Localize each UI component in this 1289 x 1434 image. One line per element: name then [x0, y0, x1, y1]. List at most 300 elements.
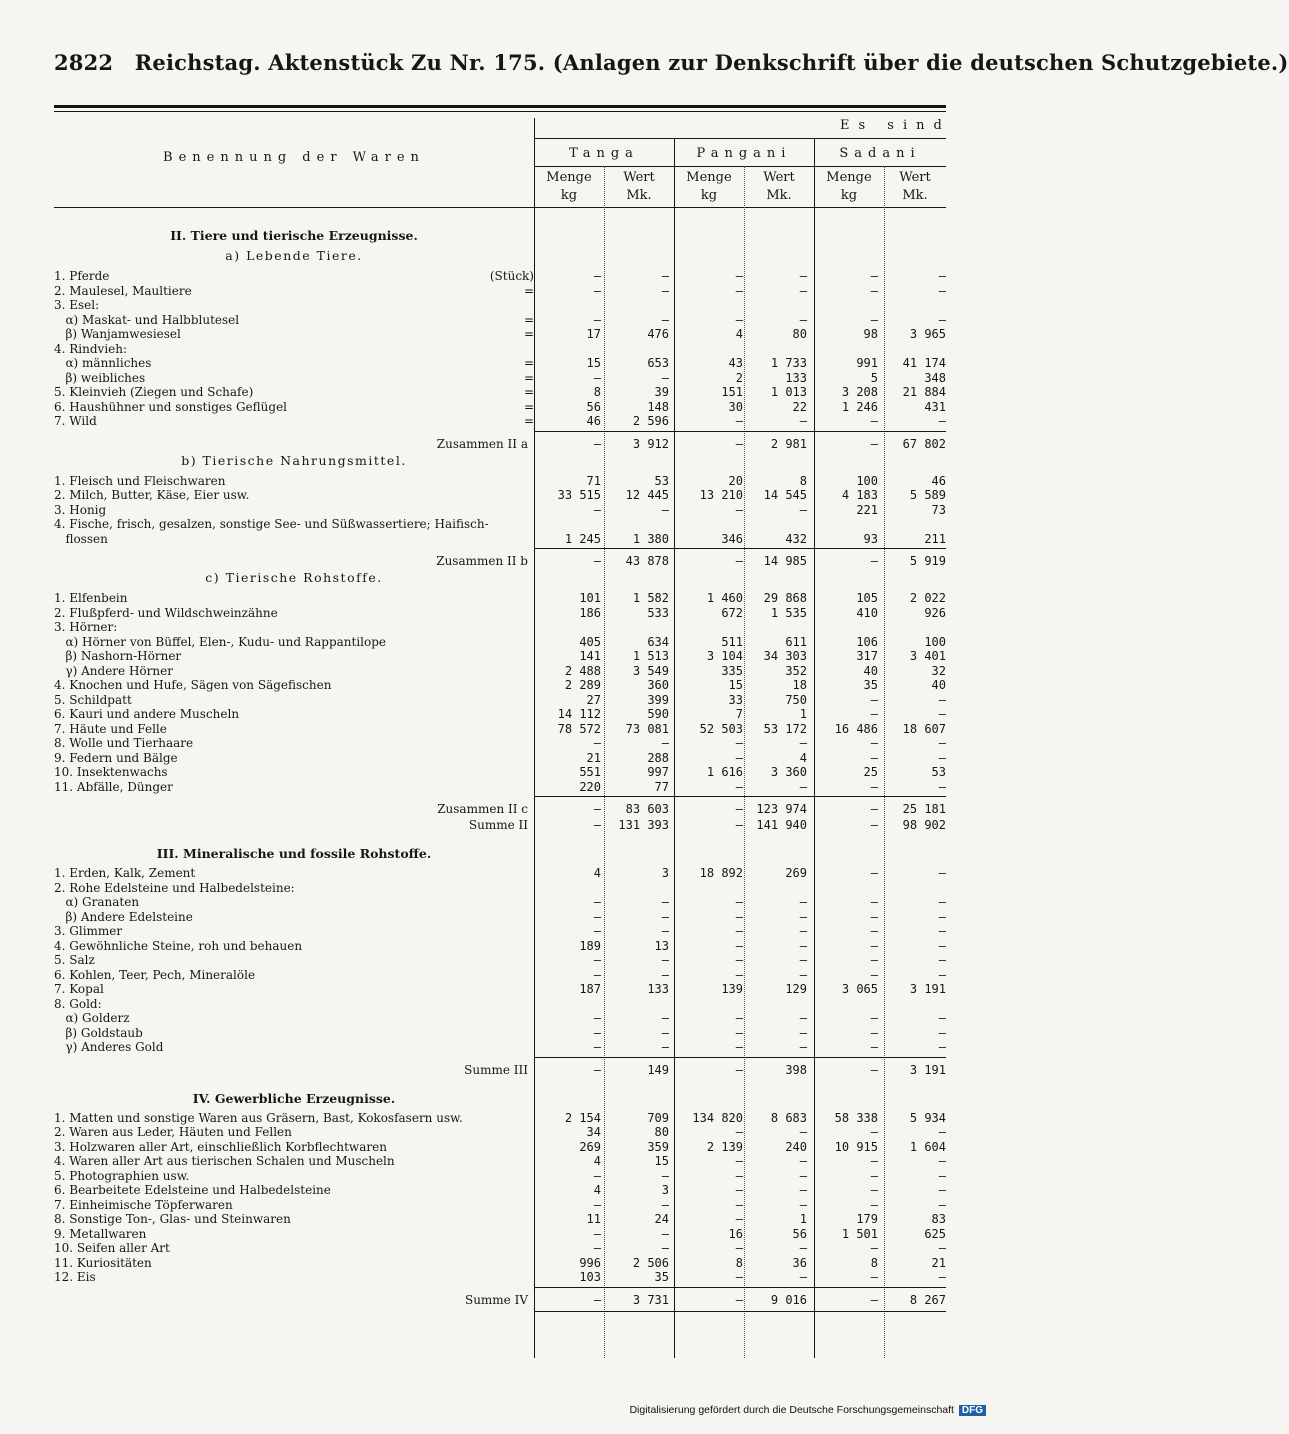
menge-cell: 996	[579, 1255, 601, 1270]
table-row	[54, 371, 946, 386]
total-row	[54, 818, 946, 833]
menge-cell: 269	[579, 1139, 601, 1154]
menge-cell: —	[593, 1292, 601, 1307]
menge-header: Menge	[686, 170, 732, 185]
subsection-title: b) Tierische Nahrungsmittel.	[181, 452, 407, 468]
menge-cell: —	[735, 909, 743, 924]
wert-cell: —	[938, 1168, 946, 1183]
menge-cell: —	[735, 818, 743, 832]
wert-cell: 80	[792, 327, 807, 341]
menge-cell: —	[870, 750, 878, 765]
row-label: 2. Flußpferd- und Wildschweinzähne	[54, 605, 278, 620]
wert-cell: —	[661, 502, 669, 517]
table-row	[54, 1227, 946, 1242]
row-label: 5. Kleinvieh (Ziegen und Schafe)	[54, 385, 254, 399]
row-label: 11. Abfälle, Dünger	[54, 779, 173, 794]
footer	[629, 1404, 986, 1416]
menge-cell: —	[735, 967, 743, 982]
wert-cell: 5 919	[909, 554, 946, 568]
top-rule-thick	[54, 105, 946, 108]
menge-cell: 13 210	[699, 488, 743, 502]
row-label: 1. Matten und sonstige Waren aus Gräsern, Bast, Kokosfasern usw.	[54, 1110, 463, 1125]
row-label: γ) Andere Hörner	[54, 663, 173, 678]
wert-cell: —	[938, 269, 946, 283]
wert-cell: 2 506	[632, 1255, 669, 1270]
menge-cell: —	[593, 924, 601, 938]
menge-cell: —	[593, 1025, 601, 1040]
wert-cell: —	[661, 1025, 669, 1040]
row-label: 9. Federn und Bälge	[54, 750, 178, 765]
wert-cell: —	[799, 1025, 807, 1040]
wert-cell: —	[799, 1040, 807, 1054]
wert-cell: —	[938, 1241, 946, 1255]
wert-cell: —	[799, 779, 807, 794]
menge-cell: 16 486	[834, 721, 878, 736]
footer-text: Digitalisierung gefördert durch die Deutsche Forschungsgemeinschaft	[629, 1404, 954, 1416]
wert-unit: Mk.	[626, 188, 652, 203]
row-label: flossen	[54, 531, 108, 546]
menge-cell: —	[870, 736, 878, 750]
wert-cell: 1	[799, 1212, 807, 1226]
wert-cell: —	[661, 370, 669, 385]
menge-cell: 346	[721, 531, 743, 546]
wert-cell: —	[661, 953, 669, 967]
wert-cell: 83 603	[625, 802, 669, 816]
menge-cell: —	[870, 1040, 878, 1054]
menge-cell: 78 572	[557, 721, 601, 736]
menge-cell: —	[870, 1197, 878, 1212]
row-label: 11. Kuriositäten	[54, 1255, 152, 1270]
menge-cell: —	[870, 692, 878, 707]
table-row	[54, 707, 946, 722]
menge-cell: 11	[586, 1212, 601, 1226]
wert-cell: 398	[785, 1062, 807, 1077]
row-label: 3. Hörner:	[54, 620, 118, 634]
wert-cell: 53	[931, 765, 946, 779]
page-number: 2822	[54, 50, 114, 75]
total-label: Zusammen II b	[436, 554, 528, 568]
wert-header: Wert	[899, 170, 931, 185]
menge-cell: 17	[586, 327, 601, 341]
menge-unit: kg	[560, 188, 578, 203]
menge-cell: 1 245	[564, 531, 601, 546]
wert-cell: 1	[799, 707, 807, 721]
wert-cell: 431	[924, 399, 946, 414]
wert-cell: 625	[924, 1226, 946, 1241]
menge-cell: —	[593, 554, 601, 568]
wert-cell: —	[661, 1011, 669, 1025]
wert-cell: —	[938, 895, 946, 909]
menge-cell: —	[870, 707, 878, 721]
menge-cell: 221	[856, 502, 878, 517]
row-label: 2. Waren aus Leder, Häuten und Fellen	[54, 1125, 292, 1139]
menge-cell: —	[870, 909, 878, 924]
menge-cell: —	[735, 924, 743, 938]
menge-cell: 98	[863, 327, 878, 341]
wert-cell: —	[938, 924, 946, 938]
row-label: 7. Einheimische Töpferwaren	[54, 1197, 233, 1212]
menge-cell: —	[870, 924, 878, 938]
menge-cell: —	[735, 269, 743, 283]
menge-cell: —	[593, 818, 601, 832]
menge-cell: —	[870, 1062, 878, 1077]
row-label: 1. Fleisch und Fleischwaren	[54, 473, 226, 488]
row-label: 6. Haushühner und sonstiges Geflügel	[54, 399, 288, 414]
menge-cell: 14 112	[557, 707, 601, 721]
row-label: 3. Honig	[54, 502, 107, 517]
wert-cell: —	[661, 736, 669, 750]
menge-cell: —	[870, 1168, 878, 1183]
wert-cell: —	[661, 1241, 669, 1255]
menge-cell: —	[735, 953, 743, 967]
row-unit: =	[523, 356, 534, 370]
wert-cell: —	[938, 779, 946, 794]
header-bottom-rule	[54, 207, 946, 208]
row-label: 10. Seifen aller Art	[54, 1241, 170, 1255]
row-label: 7. Häute und Felle	[54, 721, 167, 736]
menge-cell: 3 065	[841, 982, 878, 996]
wert-cell: 131 393	[618, 818, 669, 832]
row-label: α) männliches	[54, 356, 152, 370]
wert-cell: 3	[661, 866, 669, 880]
menge-cell: —	[735, 1025, 743, 1040]
menge-cell: —	[735, 1154, 743, 1168]
wert-cell: —	[799, 953, 807, 967]
menge-cell: —	[593, 967, 601, 982]
table-row	[54, 385, 946, 400]
wert-cell: 352	[785, 663, 807, 678]
row-label: 4. Gewöhnliche Steine, roh und behauen	[54, 938, 303, 953]
menge-cell: 30	[728, 399, 743, 414]
row-label: 4. Fische, frisch, gesalzen, sonstige See- und Süßwassertiere; Haifisch-	[54, 517, 489, 531]
table-row	[54, 765, 946, 780]
table-row	[54, 356, 946, 371]
menge-cell: —	[593, 1011, 601, 1025]
menge-cell: 16	[728, 1226, 743, 1241]
wert-cell: 2 981	[770, 436, 807, 451]
menge-cell: 8	[735, 1255, 743, 1270]
section-title: II. Tiere und tierische Erzeugnisse.	[170, 228, 418, 243]
menge-cell: 3 208	[841, 385, 878, 399]
wert-cell: 100	[924, 634, 946, 649]
wert-cell: —	[799, 1125, 807, 1139]
row-label: β) Nashorn-Hörner	[54, 649, 182, 663]
wert-cell: 1 535	[770, 605, 807, 620]
menge-cell: 33	[728, 692, 743, 707]
wert-cell: 46	[931, 473, 946, 488]
menge-cell: —	[593, 736, 601, 750]
menge-cell: —	[870, 1241, 878, 1255]
menge-cell: —	[735, 414, 743, 428]
table-end-rule	[534, 1311, 946, 1312]
total-label: Summe IV	[464, 1292, 528, 1307]
wert-cell: —	[661, 909, 669, 924]
wert-cell: 12 445	[625, 488, 669, 502]
wert-cell: 53	[654, 473, 669, 488]
menge-cell: —	[735, 802, 743, 816]
menge-cell: —	[870, 866, 878, 880]
menge-cell: —	[870, 1183, 878, 1197]
table-row	[54, 474, 946, 489]
menge-cell: 20	[728, 473, 743, 488]
menge-cell: 2 289	[564, 678, 601, 692]
wert-cell: 1 582	[632, 591, 669, 605]
table-row	[54, 1040, 946, 1055]
menge-cell: —	[735, 436, 743, 451]
wert-cell: —	[799, 502, 807, 517]
menge-cell: —	[735, 1270, 743, 1284]
menge-cell: —	[735, 1040, 743, 1054]
wert-cell: —	[799, 967, 807, 982]
wert-cell: 1 013	[770, 385, 807, 399]
wert-cell: 133	[785, 370, 807, 385]
wert-cell: 29 868	[763, 591, 807, 605]
wert-cell: —	[661, 1226, 669, 1241]
subsection-title: a) Lebende Tiere.	[225, 248, 363, 263]
wert-cell: 148	[647, 399, 669, 414]
row-label: 6. Bearbeitete Edelsteine und Halbedelsteine	[54, 1183, 331, 1197]
wert-cell: 3	[661, 1183, 669, 1197]
row-label: 1. Elfenbein	[54, 591, 128, 605]
menge-cell: 40	[863, 663, 878, 678]
total-label: Summe III	[464, 1062, 528, 1077]
menge-cell: 2 139	[706, 1139, 743, 1154]
table-row	[54, 997, 946, 1012]
wert-cell: 22	[792, 399, 807, 414]
wert-cell: 288	[647, 750, 669, 765]
menge-cell: 672	[721, 605, 743, 620]
wert-cell: —	[661, 312, 669, 327]
row-label: β) Andere Edelsteine	[54, 909, 193, 924]
wert-cell: 141 940	[756, 818, 807, 832]
wert-cell: —	[938, 283, 946, 298]
menge-cell: —	[870, 895, 878, 909]
section-title: IV. Gewerbliche Erzeugnisse.	[192, 1090, 396, 1106]
menge-cell: 15	[728, 678, 743, 692]
menge-cell: —	[735, 938, 743, 953]
menge-cell: 2 488	[564, 663, 601, 678]
menge-cell: 35	[863, 678, 878, 692]
menge-cell: —	[870, 953, 878, 967]
wert-cell: —	[799, 1241, 807, 1255]
wert-cell: —	[938, 1040, 946, 1054]
menge-cell: 1 246	[841, 399, 878, 414]
menge-cell: —	[735, 1197, 743, 1212]
menge-cell: —	[870, 269, 878, 283]
menge-cell: —	[735, 1168, 743, 1183]
row-label: 2. Rohe Edelsteine und Halbedelsteine:	[54, 880, 295, 895]
table-row	[54, 517, 946, 532]
wert-cell: —	[799, 269, 807, 283]
table-row	[54, 678, 946, 693]
sum-rule	[534, 1057, 946, 1058]
menge-cell: 103	[579, 1270, 601, 1284]
wert-cell: —	[938, 736, 946, 750]
wert-cell: 35	[654, 1270, 669, 1284]
wert-cell: 611	[785, 634, 807, 649]
wert-cell: 40	[931, 678, 946, 692]
menge-cell: —	[593, 802, 601, 816]
wert-cell: 533	[647, 605, 669, 620]
menge-cell: —	[593, 1226, 601, 1241]
table-row	[54, 342, 946, 357]
menge-cell: 7	[735, 707, 743, 721]
wert-cell: 14 545	[763, 488, 807, 502]
menge-cell: —	[870, 1270, 878, 1284]
menge-cell: 4	[593, 866, 601, 880]
table-row	[54, 664, 946, 679]
menge-cell: —	[735, 750, 743, 765]
menge-header: Menge	[546, 170, 592, 185]
menge-cell: —	[735, 1241, 743, 1255]
wert-cell: 399	[647, 692, 669, 707]
wert-cell: 39	[654, 385, 669, 399]
wert-cell: 43 878	[625, 554, 669, 568]
table-row	[54, 1011, 946, 1026]
menge-cell: 511	[721, 634, 743, 649]
menge-cell: —	[870, 554, 878, 568]
menge-cell: 56	[586, 399, 601, 414]
menge-unit: kg	[700, 188, 718, 203]
menge-cell: 8	[870, 1255, 878, 1270]
wert-cell: —	[799, 312, 807, 327]
table-row	[54, 298, 946, 313]
wert-cell: 4	[799, 750, 807, 765]
total-label: Zusammen II a	[436, 436, 528, 451]
menge-cell: 551	[579, 765, 601, 779]
wert-cell: 25 181	[902, 802, 946, 816]
row-label: 4. Knochen und Hufe, Sägen von Sägefischen	[54, 678, 332, 692]
menge-cell: 15	[586, 356, 601, 370]
menge-cell: 93	[863, 531, 878, 546]
wert-cell: 53 172	[763, 721, 807, 736]
wert-cell: —	[799, 1011, 807, 1025]
table-row	[54, 327, 946, 342]
wert-cell: —	[799, 938, 807, 953]
row-unit: =	[523, 283, 534, 298]
wert-cell: 634	[647, 634, 669, 649]
wert-cell: —	[799, 895, 807, 909]
menge-cell: —	[870, 283, 878, 298]
top-rule-thin	[54, 111, 946, 112]
menge-cell: 187	[579, 982, 601, 996]
sum-rule	[534, 796, 946, 797]
menge-cell: 317	[856, 649, 878, 663]
wert-cell: —	[799, 909, 807, 924]
table-row	[54, 503, 946, 518]
table-row	[54, 1125, 946, 1140]
wert-cell: —	[938, 1154, 946, 1168]
menge-cell: 141	[579, 649, 601, 663]
table-row	[54, 1270, 946, 1285]
menge-cell: —	[735, 283, 743, 298]
menge-cell: 10 915	[834, 1139, 878, 1154]
wert-cell: —	[661, 269, 669, 283]
wert-cell: —	[661, 283, 669, 298]
table-row	[54, 284, 946, 299]
total-row	[54, 802, 946, 817]
menge-cell: 189	[579, 938, 601, 953]
table-row	[54, 751, 946, 766]
wert-cell: —	[938, 1125, 946, 1139]
row-label: 6. Kohlen, Teer, Pech, Mineralöle	[54, 967, 256, 982]
table-row	[54, 620, 946, 635]
table-row	[54, 488, 946, 503]
wert-cell: 476	[647, 327, 669, 341]
wert-header: Wert	[763, 170, 795, 185]
wert-cell: 24	[654, 1212, 669, 1226]
table-row	[54, 722, 946, 737]
table-row	[54, 736, 946, 751]
wert-cell: 211	[924, 531, 946, 546]
wert-cell: 432	[785, 531, 807, 546]
overarching-rule	[534, 138, 946, 139]
menge-cell: 105	[856, 591, 878, 605]
wert-cell: —	[661, 1197, 669, 1212]
table-row	[54, 635, 946, 650]
menge-cell: —	[735, 1292, 743, 1307]
row-label: 8. Wolle und Tierhaare	[54, 736, 194, 750]
wert-cell: —	[938, 938, 946, 953]
menge-cell: 33 515	[557, 488, 601, 502]
total-row	[54, 437, 946, 452]
menge-cell: —	[593, 1197, 601, 1212]
wert-cell: —	[799, 283, 807, 298]
wert-cell: 3 965	[909, 327, 946, 341]
table-row	[54, 924, 946, 939]
goods-column-header: Benennung der Waren	[163, 150, 425, 165]
menge-cell: —	[735, 779, 743, 794]
menge-cell: 151	[721, 385, 743, 399]
wert-cell: 73	[931, 502, 946, 517]
wert-cell: 3 731	[632, 1292, 669, 1307]
total-row	[54, 554, 946, 569]
menge-cell: 71	[586, 473, 601, 488]
wert-cell: 32	[931, 663, 946, 678]
wert-cell: —	[661, 924, 669, 938]
menge-cell: —	[870, 1011, 878, 1025]
menge-cell: —	[870, 436, 878, 451]
table-row	[54, 968, 946, 983]
wert-cell: —	[938, 414, 946, 428]
wert-cell: —	[661, 895, 669, 909]
row-label: 6. Kauri und andere Muscheln	[54, 707, 240, 721]
row-label: 3. Esel:	[54, 298, 100, 312]
wert-cell: 653	[647, 356, 669, 370]
wert-cell: —	[938, 312, 946, 327]
menge-cell: 101	[579, 591, 601, 605]
table-row	[54, 982, 946, 997]
wert-cell: —	[799, 1197, 807, 1212]
section-title: III. Mineralische und fossile Rohstoffe.	[156, 846, 432, 861]
page-header	[54, 50, 1289, 75]
wert-cell: 5 934	[909, 1110, 946, 1125]
wert-cell: —	[938, 967, 946, 982]
wert-cell: 997	[647, 765, 669, 779]
table-row	[54, 313, 946, 328]
overarching-header: Es sind	[840, 118, 951, 133]
menge-cell: —	[870, 938, 878, 953]
row-label: 4. Waren aller Art aus tierischen Schalen und Muscheln	[54, 1154, 395, 1168]
menge-cell: 27	[586, 692, 601, 707]
menge-cell: —	[735, 895, 743, 909]
wert-cell: —	[938, 866, 946, 880]
menge-cell: —	[735, 1062, 743, 1077]
wert-cell: 83	[931, 1212, 946, 1226]
menge-cell: 34	[586, 1125, 601, 1139]
wert-cell: 8	[799, 473, 807, 488]
table-row	[54, 1026, 946, 1041]
